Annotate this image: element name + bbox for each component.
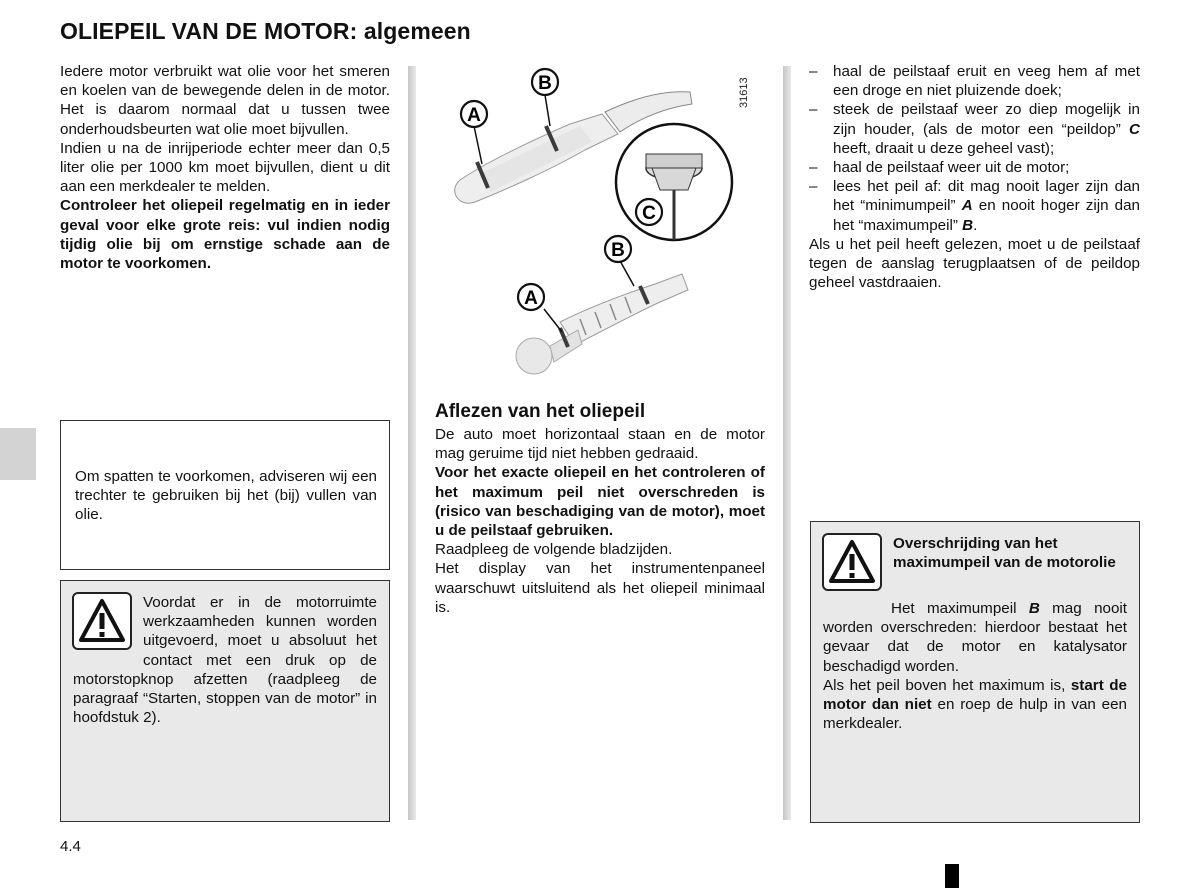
svg-text:B: B	[611, 240, 625, 261]
bold-warning-paragraph: Controleer het oliepeil regelmatig en in ieder geval voor elke grote reis: vul indien nodig tijdig olie bij om ernstige schade aan de motor te voorkomen.	[60, 197, 390, 273]
warning-triangle-icon	[822, 533, 882, 591]
column-divider-left	[408, 66, 416, 820]
page-title-main: OLIEPEIL VAN DE MOTOR:	[60, 18, 364, 44]
corner-mark	[945, 864, 959, 888]
callout-a-upper	[461, 101, 487, 127]
svg-text:A: A	[524, 288, 538, 309]
warning-box-right	[810, 521, 1140, 823]
dipstick-illustration	[420, 62, 780, 392]
warning-right-paragraph-1	[823, 599, 1127, 676]
middle-bold-paragraph: Voor het exacte oliepeil en het controleren of het maximum peil niet overschreden is (risico van beschadiging van de motor), moet u de peilstaaf gebruiken.	[435, 464, 765, 540]
step-text: haal de peilstaaf eruit en veeg hem af met een droge en niet pluizende doek;	[833, 63, 1140, 100]
column-divider-right	[783, 66, 791, 820]
step-emph-c: C	[1129, 120, 1140, 138]
warning-right-paragraph-2	[823, 676, 1127, 734]
step-item	[809, 62, 1140, 100]
step-item	[809, 177, 1140, 235]
second-paragraph: Indien u na de inrijperiode echter meer dan 0,5 liter olie per 1000 km moet bijvullen, dient u dit aan een merkdealer te melden.	[60, 139, 390, 196]
left-column-text	[60, 62, 390, 273]
warning-right-before: Het maximumpeil	[891, 600, 1029, 617]
step-text-before: lees het peil af: dit mag nooit lager zijn dan het “minimumpeil”	[833, 178, 1140, 215]
middle-column-text	[435, 425, 765, 617]
intro-paragraph: Iedere motor verbruikt wat olie voor het smeren en koelen van de bewegende delen in de motor. Het is daarom normaal dat u tussen twee onderhoudsbeurten wat olie moet bijvullen.	[60, 63, 390, 138]
step-dash: –	[809, 63, 818, 80]
dipstick-figure	[420, 62, 780, 392]
step-emph-b: B	[962, 216, 974, 234]
figure-number: 31613	[738, 77, 750, 108]
step-text-after: heeft, draait u deze geheel vast);	[833, 139, 1055, 157]
warning-box-right-title: Overschrijding van het maximumpeil van de motorolie	[893, 535, 1116, 572]
middle-paragraph-2: Raadpleeg de volgende bladzijden.	[435, 541, 673, 559]
step-text-before: steek de peilstaaf weer zo diep mogelijk in zijn houder, (als de motor een “peildop”	[833, 101, 1140, 138]
svg-text:B: B	[538, 73, 552, 94]
right-column-text	[809, 62, 1140, 292]
step-dash: –	[809, 101, 818, 119]
warning-right-2-after: en roep de hulp in van een merkdealer.	[823, 696, 1127, 733]
closing-paragraph: Als u het peil heeft gelezen, moet u de peilstaaf tegen de aanslag terugplaatsen of de peildop geheel vastdraaien.	[809, 235, 1140, 292]
warning-left-content: Voordat er in de motorruimte werkzaamheden kunnen worden uitgevoerd, moet u absoluut het contact met een druk op de motorstopknop afzetten (raadpleeg de paragraaf “Starten, stoppen van de motor” in hoofdstuk 2).	[73, 594, 377, 727]
step-dash: –	[809, 159, 818, 177]
step-dash: –	[809, 178, 818, 196]
info-box-text: Om spatten te voorkomen, adviseren wij een trechter te gebruiken bij het (bij) vullen van olie.	[75, 468, 377, 524]
info-box	[60, 420, 390, 570]
warning-box-left-text	[73, 593, 377, 727]
step-item	[809, 100, 1140, 158]
callout-a-lower	[518, 284, 544, 310]
warning-right-after: mag nooit worden overschreden: hierdoor bestaat het gevaar dat de motor en katalysator beschadigd worden.	[823, 600, 1128, 675]
page-title-sub: algemeen	[363, 18, 471, 44]
chapter-tab	[0, 428, 36, 480]
step-item	[809, 158, 1140, 177]
warning-box-right-text	[823, 599, 1127, 733]
page-number: 4.4	[60, 838, 81, 855]
svg-text:A: A	[467, 105, 481, 126]
middle-paragraph-3: Het display van het instrumentenpaneel waarschuwt uitsluitend als het oliepeil minimaal is.	[435, 560, 765, 616]
section-heading: Aflezen van het oliepeil	[435, 401, 646, 422]
warning-right-2-before: Als het peil boven het maximum is,	[823, 676, 1071, 694]
callout-b-upper	[532, 69, 558, 95]
page-title	[60, 18, 471, 45]
step-text-mid: en nooit hoger zijn dan het “maximumpeil”	[833, 197, 1140, 234]
step-list	[809, 62, 1140, 235]
step-emph-a: A	[961, 197, 973, 215]
warning-right-2-bold: start de motor dan niet	[823, 676, 1127, 714]
middle-paragraph-1: De auto moet horizontaal staan en de motor mag geruime tijd niet hebben gedraaid.	[435, 426, 765, 463]
svg-text:C: C	[642, 203, 656, 224]
warning-box-left	[60, 580, 390, 822]
step-text-after: .	[973, 216, 978, 234]
icon-spacer	[73, 593, 143, 655]
callout-c	[636, 199, 662, 225]
dipstick-cap-detail	[616, 124, 732, 240]
warning-right-emph-b: B	[1028, 600, 1040, 617]
callout-b-lower	[605, 236, 631, 262]
step-text: haal de peilstaaf weer uit de motor;	[833, 159, 1070, 177]
